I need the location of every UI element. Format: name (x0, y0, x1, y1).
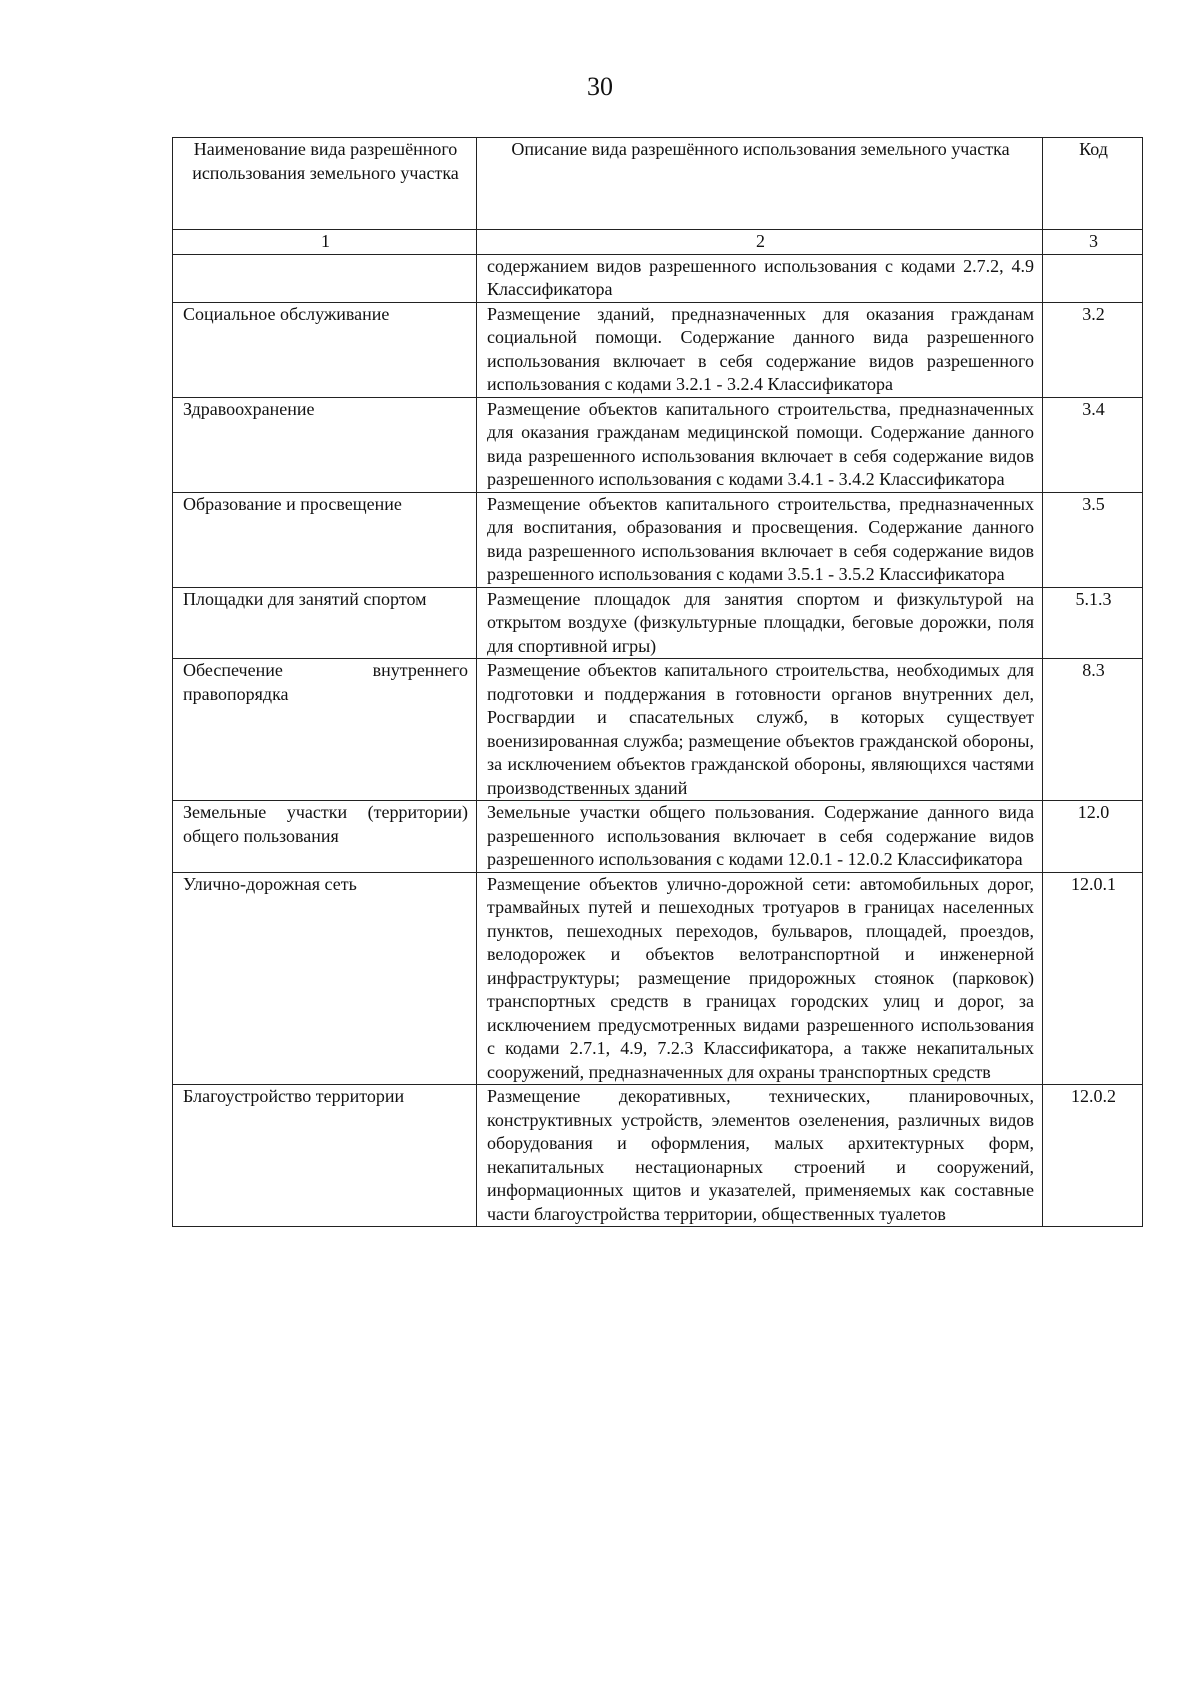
row-name (173, 254, 477, 302)
row-name: Благоустройство территории (173, 1085, 477, 1227)
row-name: Здравоохранение (173, 397, 477, 492)
table-row (173, 801, 1143, 873)
column-number: 1 (173, 230, 477, 255)
table-row (173, 254, 1143, 302)
row-name: Земельные участки (территории) общего пользования (173, 801, 477, 873)
row-description: Размещение объектов капитального строительства, предназначенных для оказания гражданам медицинской помощи. Содержание данного вида разрешенного использования включает в себя содержание видов разрешенного использования с кодами 3.4.1 - 3.4.2 Классификатора (477, 397, 1043, 492)
land-use-table (172, 137, 1143, 1227)
row-name: Социальное обслуживание (173, 302, 477, 397)
row-description: Размещение объектов улично-дорожной сети: автомобильных дорог, трамвайных путей и пешеходных тротуаров в границах населенных пунктов, пешеходных переходов, бульваров, площадей, проездов, велодорожек и объектов велотранспортной и инженерной инфраструктуры; размещение придорожных стоянок (парковок) транспортных средств в границах городских улиц и дорог, за исключением предусмотренных видами разрешенного использования с кодами 2.7.1, 4.9, 7.2.3 Классификатора, а также некапитальных сооружений, предназначенных для охраны транспортных средств (477, 872, 1043, 1085)
table-row (173, 1085, 1143, 1227)
table-row (173, 872, 1143, 1085)
table-row (173, 587, 1143, 659)
row-code: 3.2 (1043, 302, 1143, 397)
row-description: Размещение площадок для занятия спортом и физкультурой на открытом воздухе (физкультурные площадки, беговые дорожки, поля для спортивной игры) (477, 587, 1043, 659)
row-name: Обеспечение внутреннего правопорядка (173, 659, 477, 801)
row-code: 5.1.3 (1043, 587, 1143, 659)
table-row (173, 302, 1143, 397)
column-number-row (173, 230, 1143, 255)
row-code: 3.4 (1043, 397, 1143, 492)
row-code: 3.5 (1043, 492, 1143, 587)
row-description: содержанием видов разрешенного использования с кодами 2.7.2, 4.9 Классификатора (477, 254, 1043, 302)
row-name: Образование и просвещение (173, 492, 477, 587)
header-description: Описание вида разрешённого использования земельного участка (477, 138, 1043, 230)
page-number: 30 (587, 72, 613, 101)
table-row (173, 397, 1143, 492)
header-name: Наименование вида разрешённого использования земельного участка (173, 138, 477, 230)
row-code: 12.0.1 (1043, 872, 1143, 1085)
row-description: Размещение зданий, предназначенных для оказания гражданам социальной помощи. Содержание данного вида разрешенного использования включает в себя содержание видов разрешенного использования с кодами 3.2.1 - 3.2.4 Классификатора (477, 302, 1043, 397)
table-row (173, 659, 1143, 801)
row-code: 12.0 (1043, 801, 1143, 873)
column-number: 2 (477, 230, 1043, 255)
row-description: Размещение декоративных, технических, планировочных, конструктивных устройств, элементов озеленения, различных видов оборудования и оформления, малых архитектурных форм, некапитальных нестационарных строений и сооружений, информационных щитов и указателей, применяемых как составные части благоустройства территории, общественных туалетов (477, 1085, 1043, 1227)
table-body (173, 254, 1143, 1227)
row-code: 8.3 (1043, 659, 1143, 801)
table-header (173, 138, 1143, 255)
header-code: Код (1043, 138, 1143, 230)
row-name: Площадки для занятий спортом (173, 587, 477, 659)
row-code (1043, 254, 1143, 302)
column-number: 3 (1043, 230, 1143, 255)
table-row (173, 492, 1143, 587)
row-description: Размещение объектов капитального строительства, необходимых для подготовки и поддержания в готовности органов внутренних дел, Росгвардии и спасательных служб, в которых существует военизированная служба; размещение объектов гражданской обороны, за исключением объектов гражданской обороны, являющихся частями производственных зданий (477, 659, 1043, 801)
header-row (173, 138, 1143, 230)
row-code: 12.0.2 (1043, 1085, 1143, 1227)
row-description: Земельные участки общего пользования. Содержание данного вида разрешенного использования включает в себя содержание видов разрешенного использования с кодами 12.0.1 - 12.0.2 Классификатора (477, 801, 1043, 873)
row-description: Размещение объектов капитального строительства, предназначенных для воспитания, образования и просвещения. Содержание данного вида разрешенного использования включает в себя содержание видов разрешенного использования с кодами 3.5.1 - 3.5.2 Классификатора (477, 492, 1043, 587)
row-name: Улично-дорожная сеть (173, 872, 477, 1085)
